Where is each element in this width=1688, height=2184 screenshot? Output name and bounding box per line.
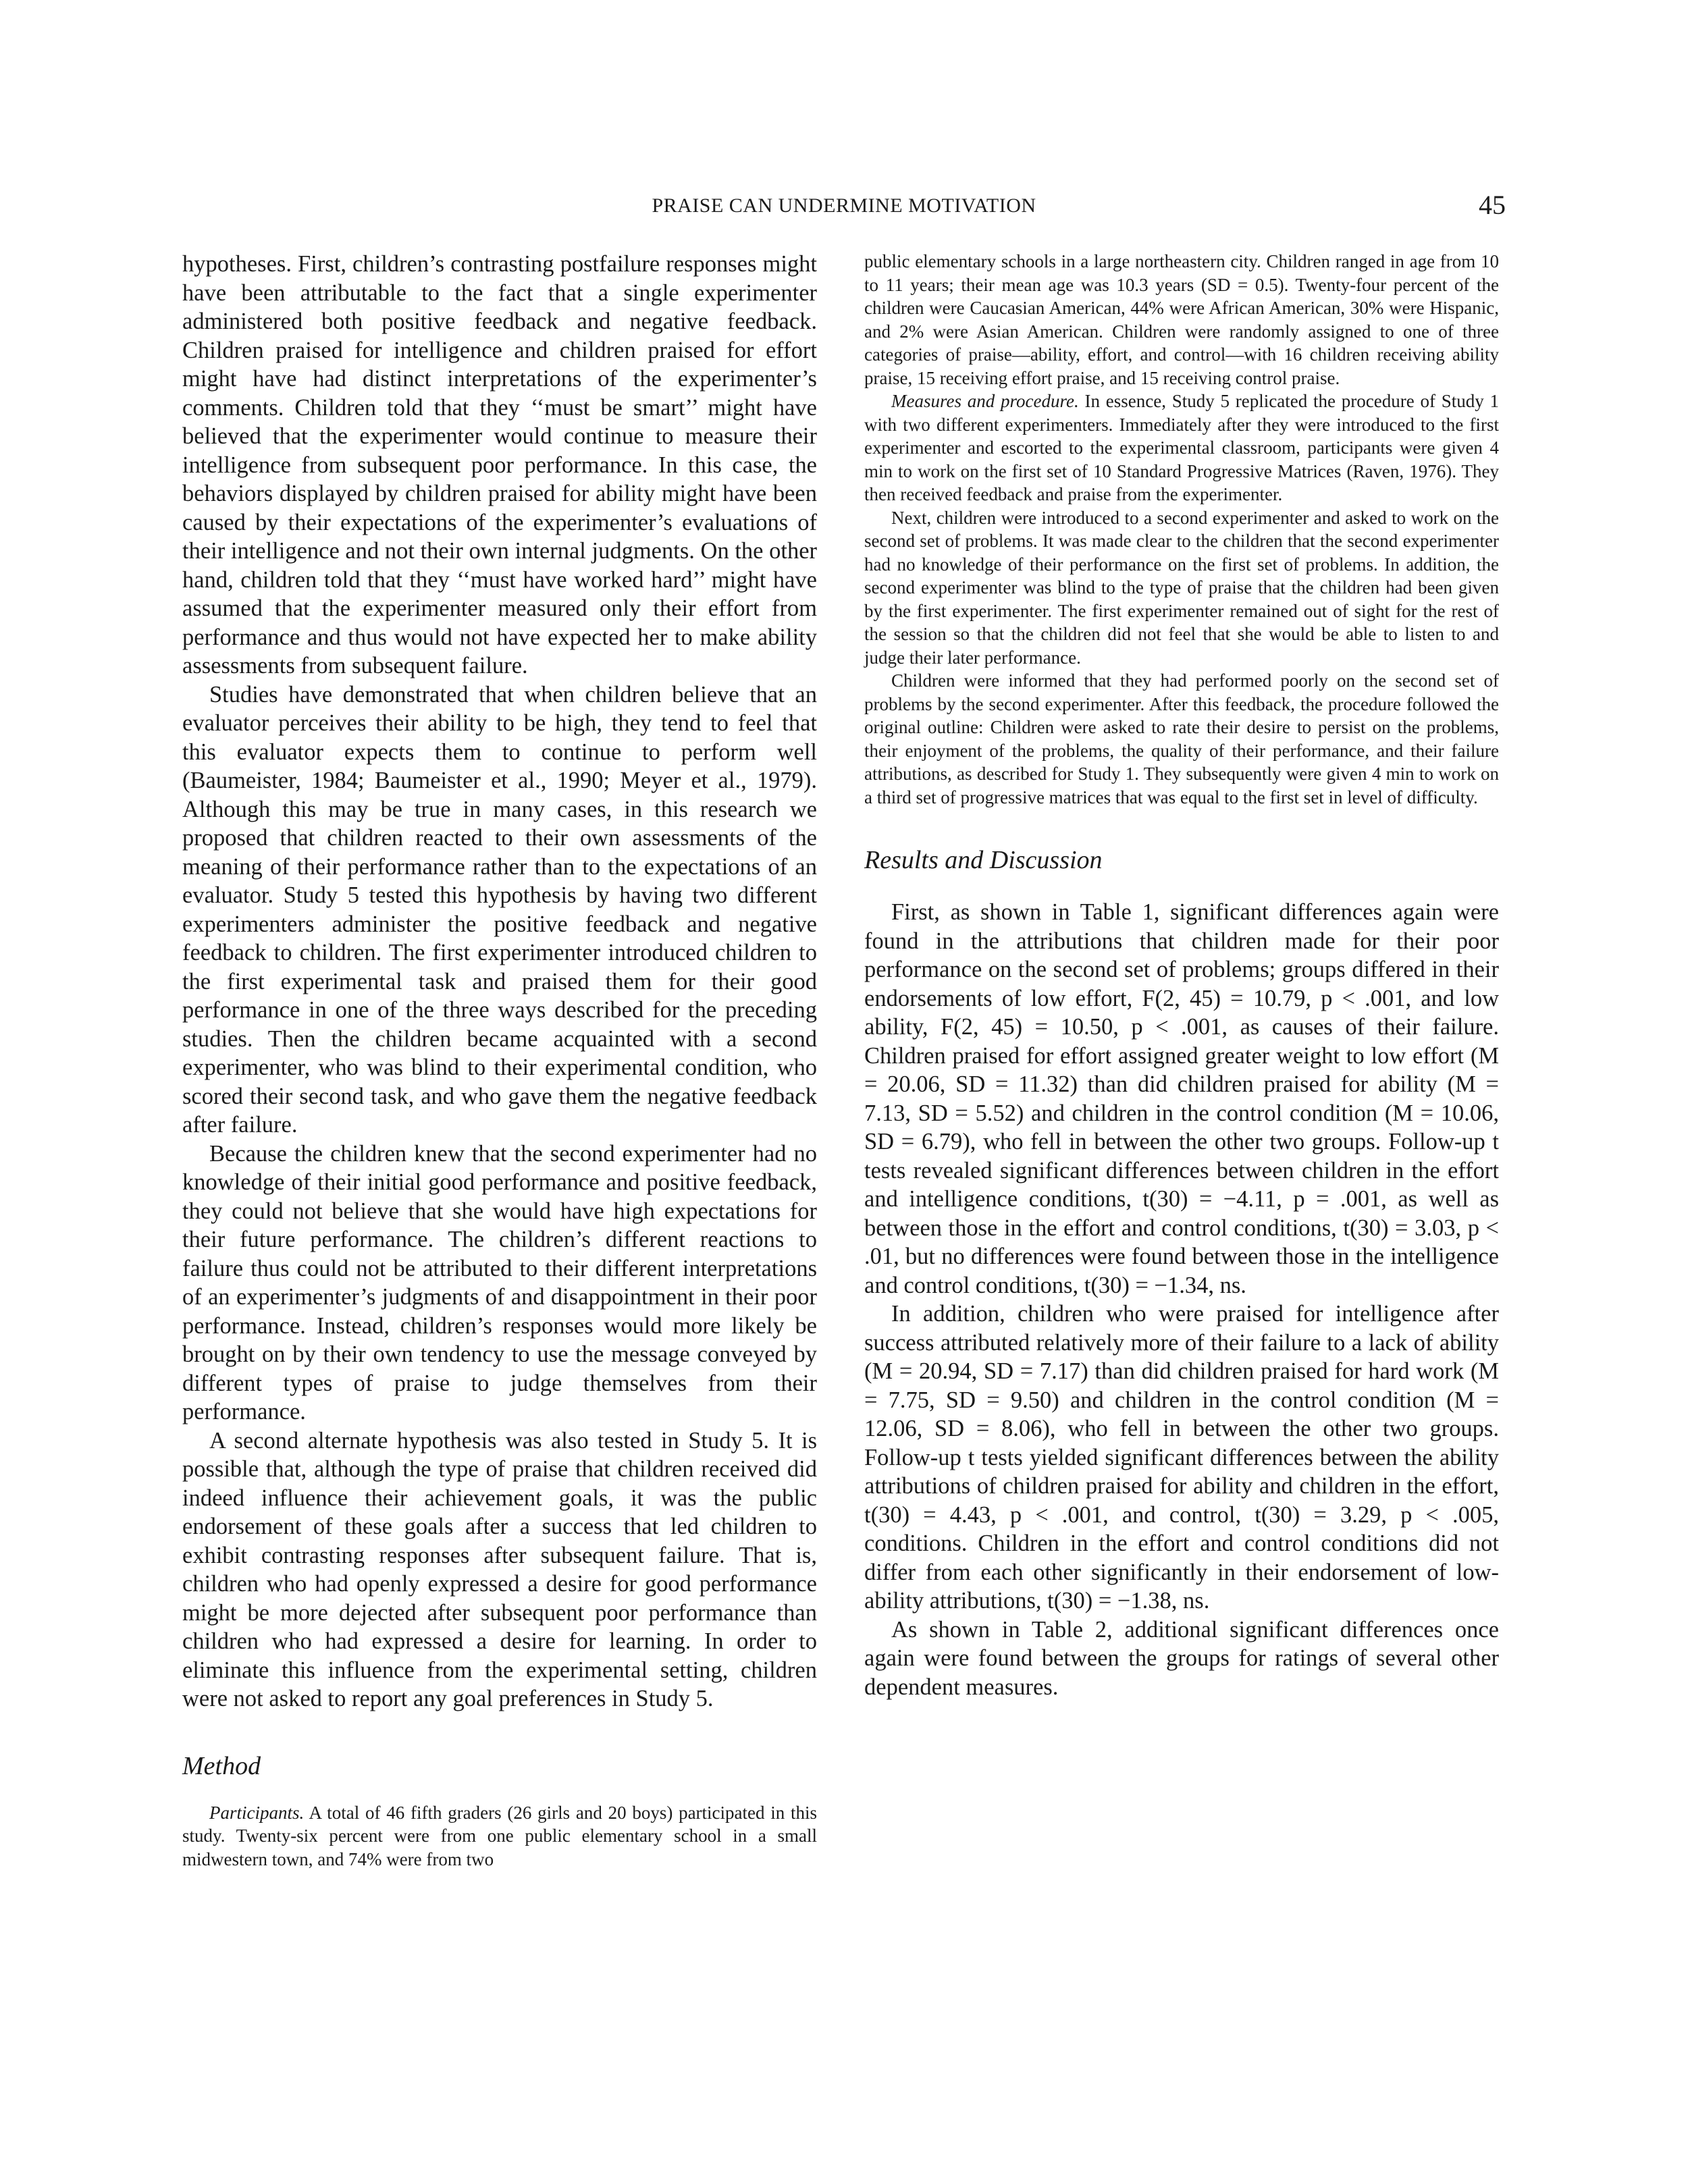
paragraph-participants	[182, 1801, 817, 1871]
paragraph-text: In essence, Study 5 replicated the procedure of Study 1 with two different experimenters. Immediately after they were introduced to the first experimenter and escorted to the experimental classroom, participants were given 4 min to work on the first set of 10 Standard Progressive Matrices (Raven, 1976). They then received feedback and praise from the experimenter.	[864, 391, 1499, 504]
paragraph: As shown in Table 2, additional significant differences once again were found between the groups for ratings of several other dependent measures.	[864, 1616, 1499, 1700]
paragraph: hypotheses. First, children’s contrasting postfailure responses might have been attributable to the fact that a single experimenter administered both positive feedback and negative feedback. Children praised for intelligence and children praised for effort might have had distinct interpretations of the experimenter’s comments. Children told that they ‘‘must be smart’’ might have believed that the experimenter would continue to measure their intelligence from subsequent poor performance. In this case, the behaviors displayed by children praised for ability might have been caused by their expectations of the experimenter’s evaluations of their intelligence and not their own internal judgments. On the other hand, children told that they ‘‘must have worked hard’’ might have assumed that the experimenter measured only their effort from performance and thus would not have expected her to make ability assessments from subsequent failure.	[182, 251, 817, 678]
paragraph-measures	[864, 390, 1499, 506]
paragraph: A second alternate hypothesis was also tested in Study 5. It is possible that, although the type of praise that children received did indeed influence their achievement goals, it was the public endorsement of these goals after a success that led children to exhibit contrasting responses after subsequent failure. That is, children who had openly expressed a desire for good performance might be more dejected after subsequent poor performance than children who had expressed a desire for learning. In order to eliminate this influence from the experimental setting, children were not asked to report any goal preferences in Study 5.	[182, 1427, 817, 1711]
section-heading-results: Results and Discussion	[864, 846, 1103, 874]
paragraph: Children were informed that they had performed poorly on the second set of problems by the second experimenter. After this feedback, the procedure followed the original outline: Children were asked to rate their desire to persist on the problems, their enjoyment of the problems, the quality of their performance, and their failure attributions, as described for Study 1. They subsequently were given 4 min to work on a third set of progressive matrices that was equal to the first set in level of difficulty.	[864, 670, 1499, 807]
right-column	[864, 250, 1499, 1701]
paragraph: public elementary schools in a large northeastern city. Children ranged in age from 10 to 11 years; their mean age was 10.3 years (SD = 0.5). Twenty-four percent of the children were Caucasian American, 44% were African American, 30% were Hispanic, and 2% were Asian American. Children were randomly assigned to one of three categories of praise—ability, effort, and control—with 16 children receiving ability praise, 15 receiving effort praise, and 15 receiving control praise.	[864, 251, 1499, 388]
left-column	[182, 250, 817, 1871]
paragraph: Studies have demonstrated that when children believe that an evaluator perceives their ability to be high, they tend to feel that this evaluator expects them to continue to perform well (Baumeister, 1984; Baumeister et al., 1990; Meyer et al., 1979). Although this may be true in many cases, in this research we proposed that children reacted to their own assessments of the meaning of their performance rather than to the expectations of an evaluator. Study 5 tested this hypothesis by having two different experimenters administer the positive feedback and negative feedback to children. The first experimenter introduced children to the first experimental task and praised them for their good performance in one of the three ways described for the preceding studies. Then the children became acquainted with a second experimenter, who was blind to their experimental condition, who scored their second task, and who gave them the negative feedback after failure.	[182, 681, 817, 1138]
paragraph: In addition, children who were praised for intelligence after success attributed relatively more of their failure to a lack of ability (M = 20.94, SD = 7.17) than did children praised for hard work (M = 7.75, SD = 9.50) and children in the control condition (M = 12.06, SD = 8.06), who fell in between the other two groups. Follow-up t tests yielded significant differences between the ability attributions of children praised for ability and children in the effort, t(30) = 4.43, p < .001, and control, t(30) = 3.29, p < .005, conditions. Children in the effort and control conditions did not differ from each other significantly in their endorsement of low-ability attributions, t(30) = −1.38, ns.	[864, 1301, 1499, 1614]
paragraph: First, as shown in Table 1, significant differences again were found in the attributions that children made for their poor performance on the second set of problems; groups differed in their endorsements of low effort, F(2, 45) = 10.79, p < .001, and low ability, F(2, 45) = 10.50, p < .001, as causes of their failure. Children praised for effort assigned greater weight to low effort (M = 20.06, SD = 11.32) than did children praised for ability (M = 7.13, SD = 5.52) and children in the control condition (M = 10.06, SD = 6.79), who fell in between the other two groups. Follow-up t tests revealed significant differences between children in the effort and intelligence conditions, t(30) = −4.11, p = .001, as well as between those in the effort and control conditions, t(30) = 3.03, p < .01, but no differences were found between those in the intelligence and control conditions, t(30) = −1.34, ns.	[864, 899, 1499, 1298]
run-in-heading: Measures and procedure.	[891, 391, 1079, 411]
page-header	[182, 189, 1506, 230]
page-number: 45	[1479, 190, 1506, 220]
section-heading-method: Method	[182, 1751, 261, 1780]
running-head: PRAISE CAN UNDERMINE MOTIVATION	[652, 194, 1036, 217]
paragraph: Because the children knew that the second experimenter had no knowledge of their initial good performance and positive feedback, they could not believe that she would have high expectations for their future performance. The children’s different reactions to failure thus could not be attributed to their different interpretations of an experimenter’s judgments of and disappointment in their poor performance. Instead, children’s responses would more likely be brought on by their own tendency to use the message conveyed by different types of praise to judge themselves from their performance.	[182, 1140, 817, 1424]
run-in-heading: Participants.	[209, 1802, 305, 1823]
paragraph: Next, children were introduced to a second experimenter and asked to work on the second set of problems. It was made clear to the children that the second experimenter had no knowledge of their performance on the first set of problems. In addition, the second experimenter was blind to the type of praise that the children had been given by the first experimenter. The first experimenter remained out of sight for the rest of the session so that the children did not feel that she would be able to listen to and judge their later performance.	[864, 507, 1499, 668]
paragraph-text: A total of 46 fifth graders (26 girls and 20 boys) participated in this study. Twenty-six percent were from one public elementary school in a small midwestern town, and 74% were from two	[182, 1802, 818, 1869]
